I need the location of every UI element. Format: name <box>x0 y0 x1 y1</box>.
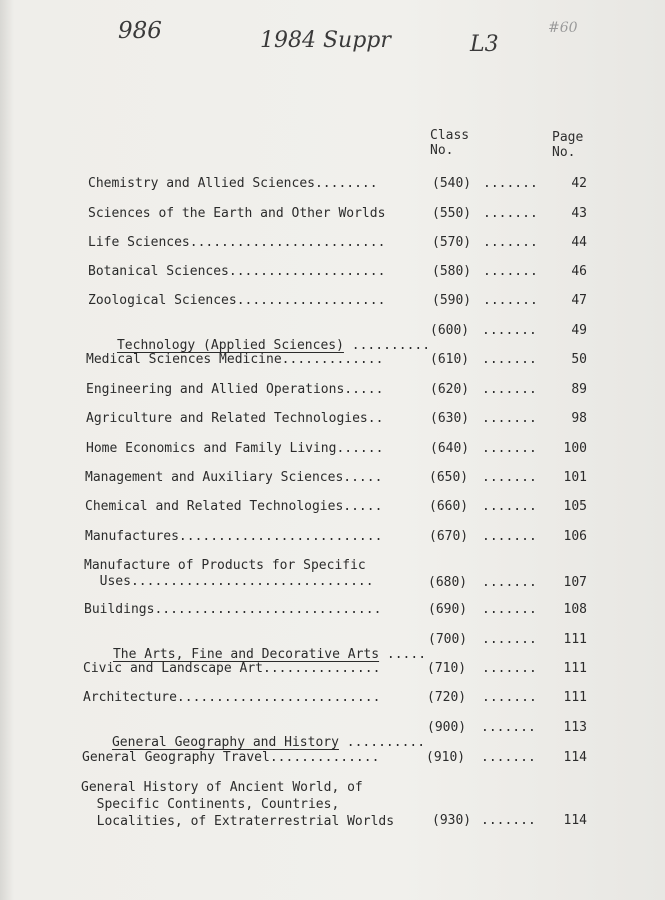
entry-leader: ....... <box>482 529 537 544</box>
entry-title: Architecture.......................... <box>83 690 381 705</box>
entry-leader: ....... <box>482 470 537 485</box>
section-title: General Geography and History <box>111 735 339 750</box>
entry-leader: ....... <box>482 575 537 590</box>
entry-class-no: (610) <box>430 352 470 367</box>
entry-class-no: (670) <box>429 529 469 544</box>
entry-page-no: 42 <box>571 176 587 191</box>
entry-leader: ....... <box>483 293 538 308</box>
handwritten-mark: L3 <box>470 32 499 57</box>
entry-class-no: (720) <box>427 690 467 705</box>
entry-class-no: (680) <box>428 575 468 590</box>
entry-leader: ....... <box>482 632 537 647</box>
entry-title: Chemistry and Allied Sciences........ <box>88 176 378 191</box>
entry-class-no: (580) <box>432 264 472 279</box>
entry-page-no: 111 <box>563 661 587 676</box>
entry-leader: ....... <box>482 411 537 426</box>
entry-leader: ....... <box>483 176 538 191</box>
entry-page-no: 100 <box>563 441 587 456</box>
entry-title: Sciences of the Earth and Other Worlds <box>88 206 386 221</box>
entry-page-no: 50 <box>571 352 587 367</box>
entry-leader: ....... <box>482 499 537 514</box>
entry-title: General History of Ancient World, of Specific Continents, Countries, Localities, of Extraterrestrial Worlds <box>81 780 395 829</box>
entry-class-no: (540) <box>432 176 472 191</box>
entry-class-no: (690) <box>428 602 468 617</box>
entry-leader: ....... <box>482 661 537 676</box>
entry-page-no: 114 <box>563 813 587 828</box>
entry-class-no: (660) <box>429 499 469 514</box>
entry-page-no: 106 <box>563 529 587 544</box>
entry-title: Home Economics and Family Living...... <box>86 441 384 456</box>
entry-leader: ....... <box>482 323 537 338</box>
entry-title: Zoological Sciences................... <box>88 293 386 308</box>
entry-class-no: (650) <box>429 470 469 485</box>
entry-class-no: (630) <box>430 411 470 426</box>
entry-class-no: (900) <box>427 720 467 735</box>
toc-entry-930 <box>81 779 587 869</box>
entry-page-no: 49 <box>571 323 587 338</box>
entry-page-no: 108 <box>563 602 587 617</box>
entry-title: Engineering and Allied Operations..... <box>86 382 384 397</box>
handwritten-number: 986 <box>118 18 162 44</box>
entry-class-no: (550) <box>432 206 472 221</box>
entry-title: Manufacture of Products for Specific Uses............................... <box>84 558 374 589</box>
entry-class-no: (710) <box>427 661 467 676</box>
entry-leader: ....... <box>482 602 537 617</box>
entry-leader: .......... <box>343 338 431 353</box>
entry-leader: ....... <box>481 813 536 828</box>
entry-page-no: 105 <box>563 499 587 514</box>
entry-class-no: (620) <box>430 382 470 397</box>
entry-title: Agriculture and Related Technologies.. <box>86 411 384 426</box>
entry-leader: ..... <box>379 647 427 662</box>
entry-class-no: (700) <box>428 632 468 647</box>
entry-page-no: 114 <box>563 750 587 765</box>
entry-page-no: 43 <box>571 206 587 221</box>
entry-class-no: (570) <box>432 235 472 250</box>
entry-title: Buildings............................. <box>84 602 382 617</box>
entry-class-no: (640) <box>430 441 470 456</box>
entry-leader: ....... <box>482 382 537 397</box>
section-title: Technology (Applied Sciences) <box>116 338 344 353</box>
entry-class-no: (930) <box>432 813 472 828</box>
entry-page-no: 98 <box>571 411 587 426</box>
entry-title: Life Sciences......................... <box>88 235 386 250</box>
entry-title: Manufactures.......................... <box>85 529 383 544</box>
entry-title: Management and Auxiliary Sciences..... <box>85 470 383 485</box>
entry-leader: ....... <box>483 264 538 279</box>
entry-leader: ....... <box>483 206 538 221</box>
section-title: The Arts, Fine and Decorative Arts <box>112 647 380 662</box>
entry-title: Civic and Landscape Art............... <box>83 661 381 676</box>
entry-page-no: 107 <box>563 575 587 590</box>
entry-leader: ....... <box>482 690 537 705</box>
handwritten-corner-mark: #60 <box>548 20 578 36</box>
entry-page-no: 44 <box>571 235 587 250</box>
entry-page-no: 47 <box>571 293 587 308</box>
entry-title: Medical Sciences Medicine............. <box>86 352 384 367</box>
entry-page-no: 111 <box>563 690 587 705</box>
entry-class-no: (910) <box>426 750 466 765</box>
page-no-header: Page No. <box>552 130 584 160</box>
entry-page-no: 101 <box>563 470 587 485</box>
class-no-header: Class No. <box>430 128 470 158</box>
entry-leader: ....... <box>482 441 537 456</box>
entry-title: Chemical and Related Technologies..... <box>85 499 383 514</box>
entry-leader: ....... <box>482 352 537 367</box>
entry-leader: .......... <box>338 735 426 750</box>
entry-title: Botanical Sciences.................... <box>88 264 386 279</box>
entry-leader: ....... <box>481 750 536 765</box>
entry-page-no: 46 <box>571 264 587 279</box>
handwritten-note: 1984 Suppr <box>260 28 391 53</box>
entry-class-no: (590) <box>432 293 472 308</box>
entry-page-no: 113 <box>563 720 587 735</box>
entry-leader: ....... <box>483 235 538 250</box>
entry-leader: ....... <box>481 720 536 735</box>
entry-class-no: (600) <box>430 323 470 338</box>
entry-title: General Geography Travel.............. <box>82 750 380 765</box>
entry-page-no: 89 <box>571 382 587 397</box>
entry-page-no: 111 <box>563 632 587 647</box>
